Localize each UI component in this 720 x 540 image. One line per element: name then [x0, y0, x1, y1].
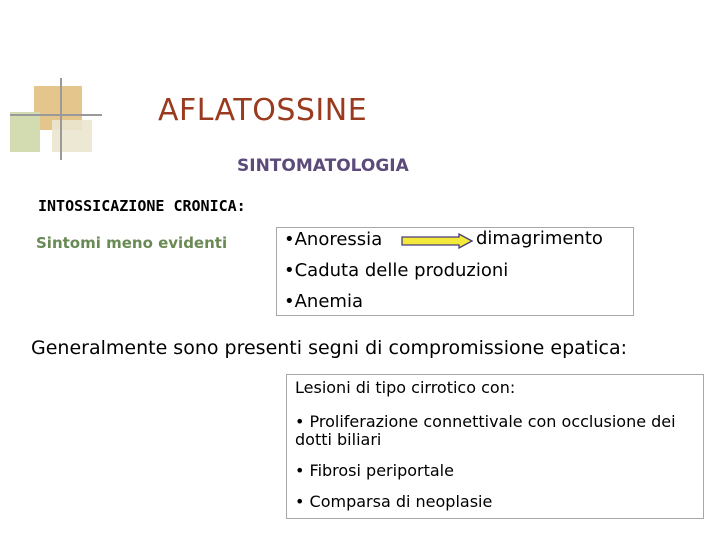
symptom-anemia: •Anemia: [284, 291, 363, 312]
liver-item-proliferation: • Proliferazione connettivale con occlusione dei dotti biliari: [295, 412, 676, 449]
decor-green-square: [10, 112, 40, 152]
liver-item-fibrosis: • Fibrosi periportale: [295, 461, 454, 480]
decor-horizontal-line: [10, 114, 102, 116]
slide-subtitle: SINTOMATOLOGIA: [237, 156, 409, 176]
symptom-anorexia: •Anoressia: [284, 229, 383, 250]
symptoms-box: [276, 227, 634, 316]
symptom-weight-loss: dimagrimento: [476, 228, 603, 249]
decor-light-square: [52, 120, 92, 152]
liver-statement: Generalmente sono presenti segni di compromissione epatica:: [31, 337, 627, 359]
decor-vertical-line: [60, 78, 62, 160]
liver-intro: Lesioni di tipo cirrotico con:: [295, 378, 516, 397]
slide-title: AFLATOSSINE: [158, 93, 368, 128]
section-heading: INTOSSICAZIONE CRONICA:: [38, 197, 246, 215]
liver-item-neoplasia: • Comparsa di neoplasie: [295, 492, 493, 511]
liver-lesions-box: [286, 374, 704, 519]
symptom-production-drop: •Caduta delle produzioni: [284, 260, 509, 281]
mild-symptoms-label: Sintomi meno evidenti: [36, 234, 228, 252]
right-arrow-icon: [401, 233, 473, 249]
